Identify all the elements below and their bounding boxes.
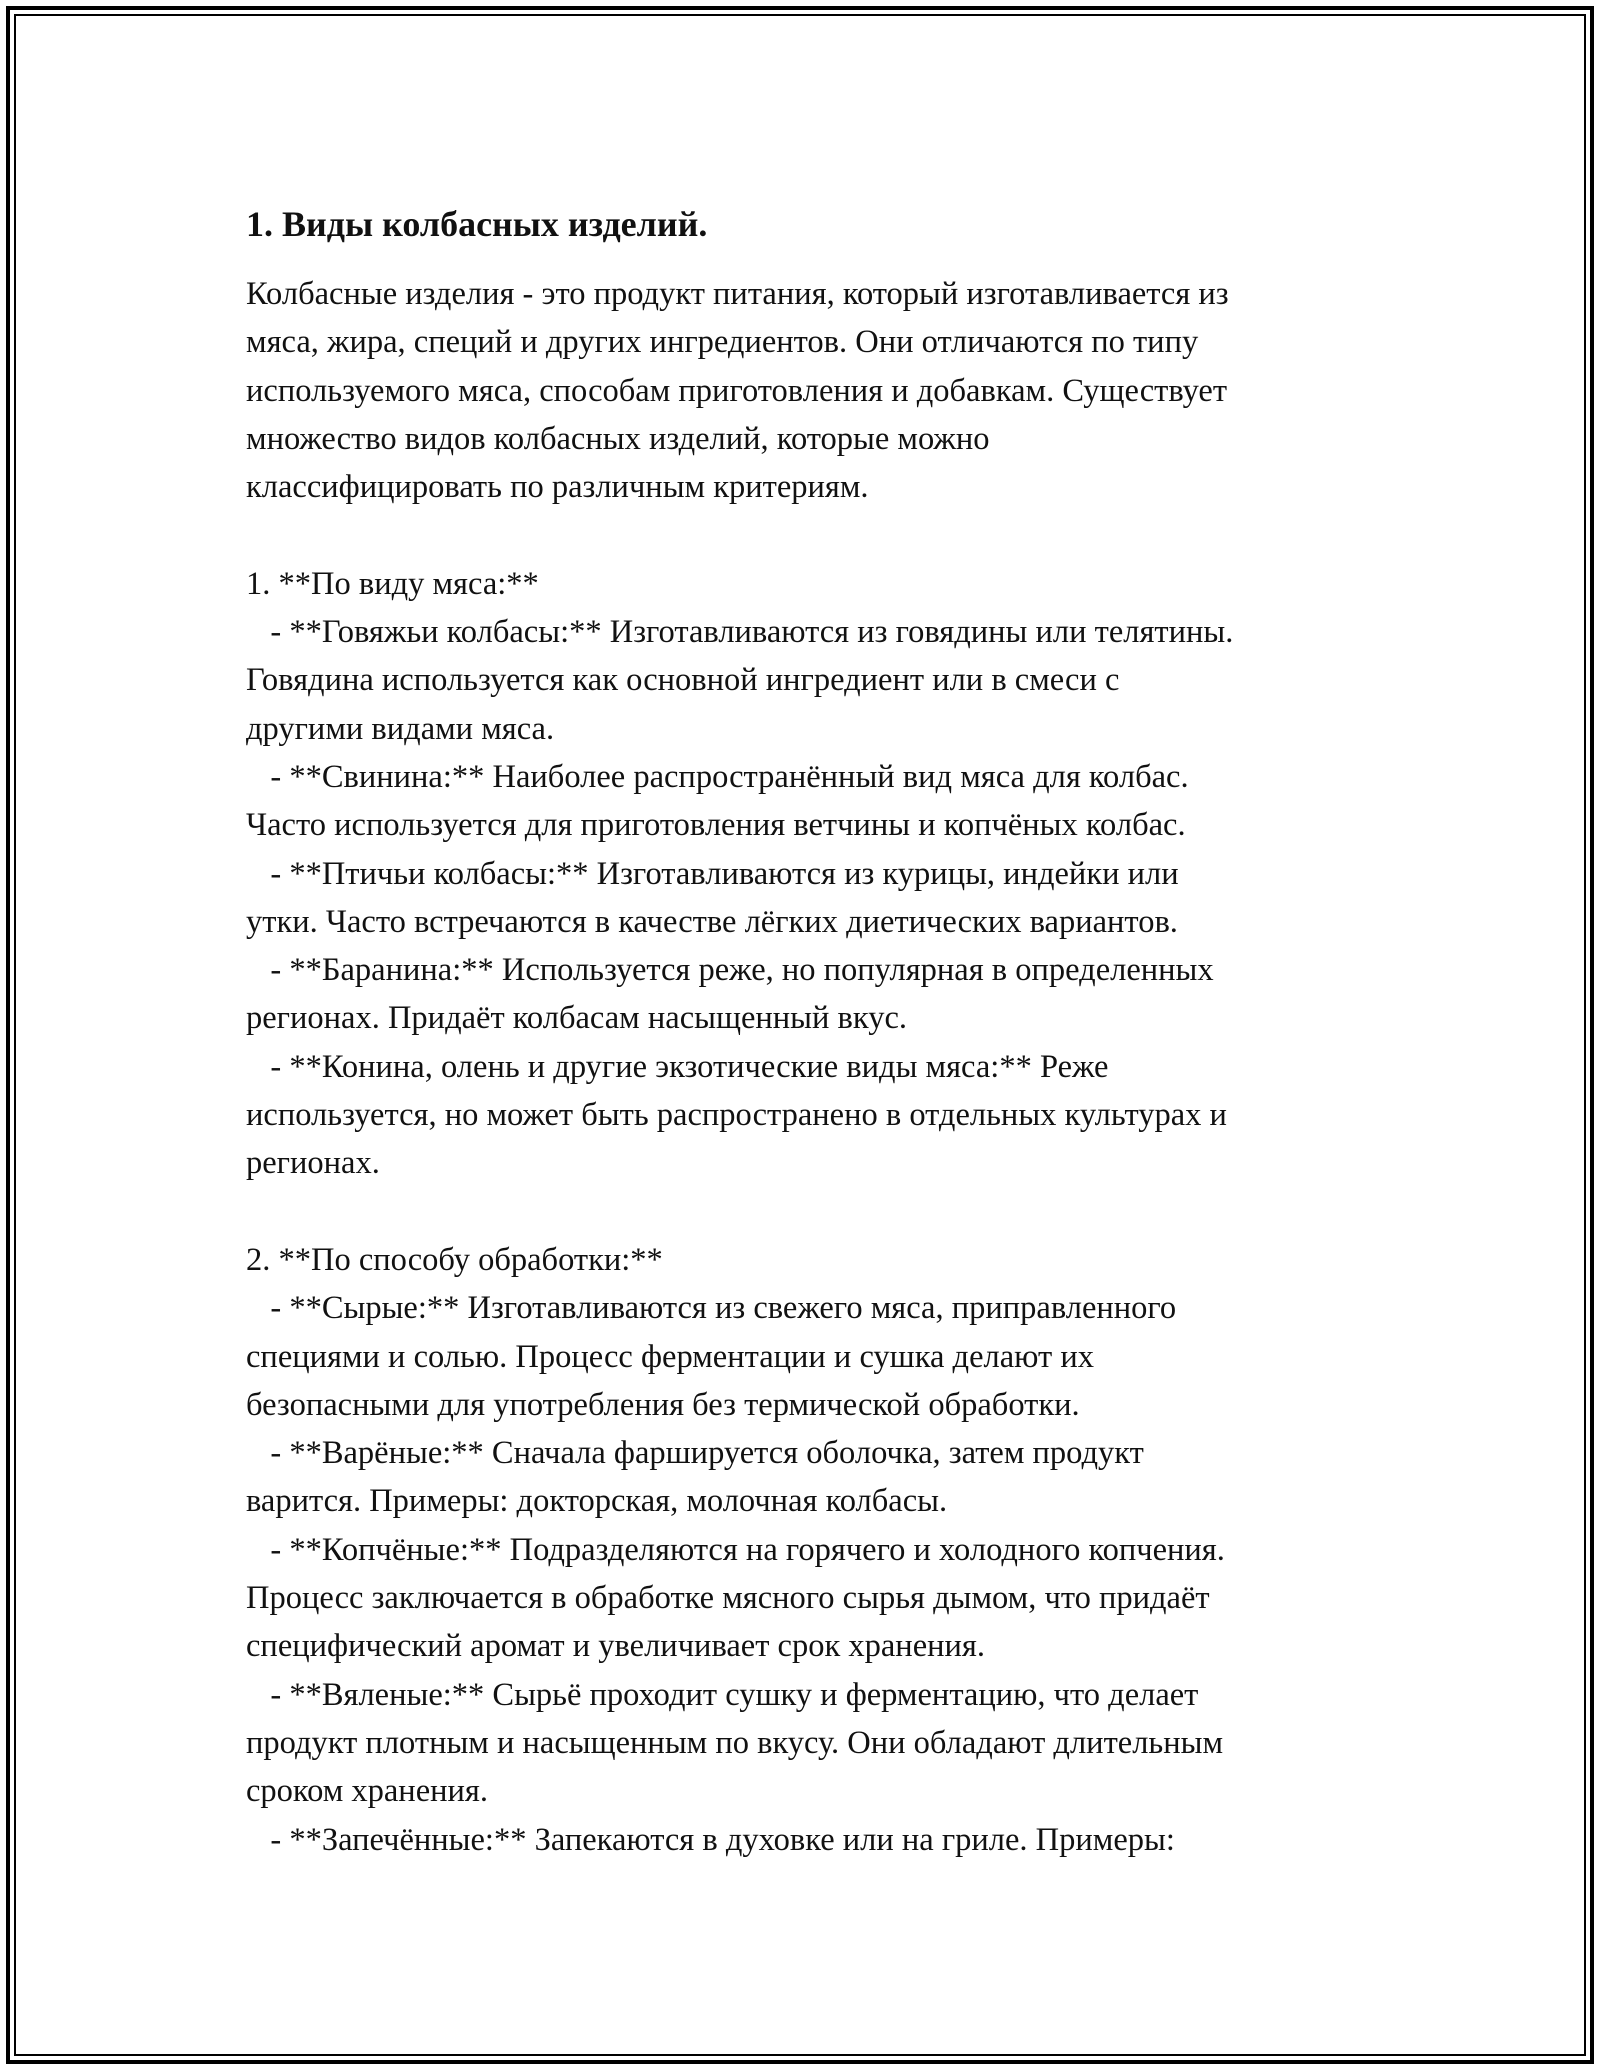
text-line: продукт плотным и насыщенным по вкусу. Они обладают длительным (246, 1724, 1224, 1761)
text-line: - **Запечённые:** Запекаются в духовке или на гриле. Примеры: (246, 1821, 1175, 1858)
text-line: - **Баранина:** Используется реже, но популярная в определенных (246, 952, 1214, 989)
text-line: регионах. Придаёт колбасам насыщенный вкус. (246, 1000, 908, 1037)
document-body (246, 270, 1376, 1864)
text-line: 1. **По виду мяса:** (246, 565, 539, 602)
text-line: Процесс заключается в обработке мясного сырья дымом, что придаёт (246, 1580, 1210, 1617)
text-line: множество видов колбасных изделий, которые можно (246, 420, 990, 457)
blank-line (246, 511, 1376, 559)
text-line: используется, но может быть распространено в отдельных культурах и (246, 1097, 1227, 1134)
text-line: - **Конина, олень и другие экзотические виды мяса:** Реже (246, 1048, 1109, 1085)
text-line: сроком хранения. (246, 1773, 488, 1810)
text-line: - **Птичьи колбасы:** Изготавливаются из курицы, индейки или (246, 855, 1179, 892)
text-line: другими видами мяса. (246, 710, 555, 747)
text-line: - **Сырые:** Изготавливаются из свежего мяса, приправленного (246, 1290, 1177, 1327)
text-line: специями и солью. Процесс ферментации и сушка делают их (246, 1338, 1094, 1375)
document-content (246, 200, 1376, 1864)
text-line: специфический аромат и увеличивает срок хранения. (246, 1628, 985, 1665)
text-line: используемого мяса, способам приготовления и добавкам. Существует (246, 372, 1228, 409)
text-line: - **Говяжьи колбасы:** Изготавливаются из говядины или телятины. (246, 614, 1234, 651)
document-page (6, 6, 1594, 2064)
text-line: - **Копчёные:** Подразделяются на горячего и холодного копчения. (246, 1531, 1225, 1568)
text-line: Колбасные изделия - это продукт питания, который изготавливается из (246, 276, 1229, 312)
text-line: - **Варёные:** Сначала фаршируется оболочка, затем продукт (246, 1435, 1144, 1472)
text-line: мяса, жира, специй и других ингредиентов. Они отличаются по типу (246, 324, 1199, 361)
blank-line (246, 1188, 1376, 1236)
text-line: безопасными для употребления без термической обработки. (246, 1386, 1080, 1423)
text-line: классифицировать по различным критериям. (246, 469, 869, 506)
text-line: Говядина используется как основной ингредиент или в смеси с (246, 662, 1120, 699)
section-heading: 1. Виды колбасных изделий. (246, 204, 708, 244)
text-line: утки. Часто встречаются в качестве лёгких диетических вариантов. (246, 903, 1178, 940)
text-line: варится. Примеры: докторская, молочная колбасы. (246, 1483, 948, 1520)
text-line: - **Свинина:** Наиболее распространённый вид мяса для колбас. (246, 758, 1189, 795)
text-line: 2. **По способу обработки:** (246, 1241, 663, 1278)
text-line: Часто используется для приготовления ветчины и копчёных колбас. (246, 807, 1186, 844)
text-line: - **Вяленые:** Сырьё проходит сушку и ферментацию, что делает (246, 1676, 1199, 1713)
text-line: регионах. (246, 1145, 380, 1182)
